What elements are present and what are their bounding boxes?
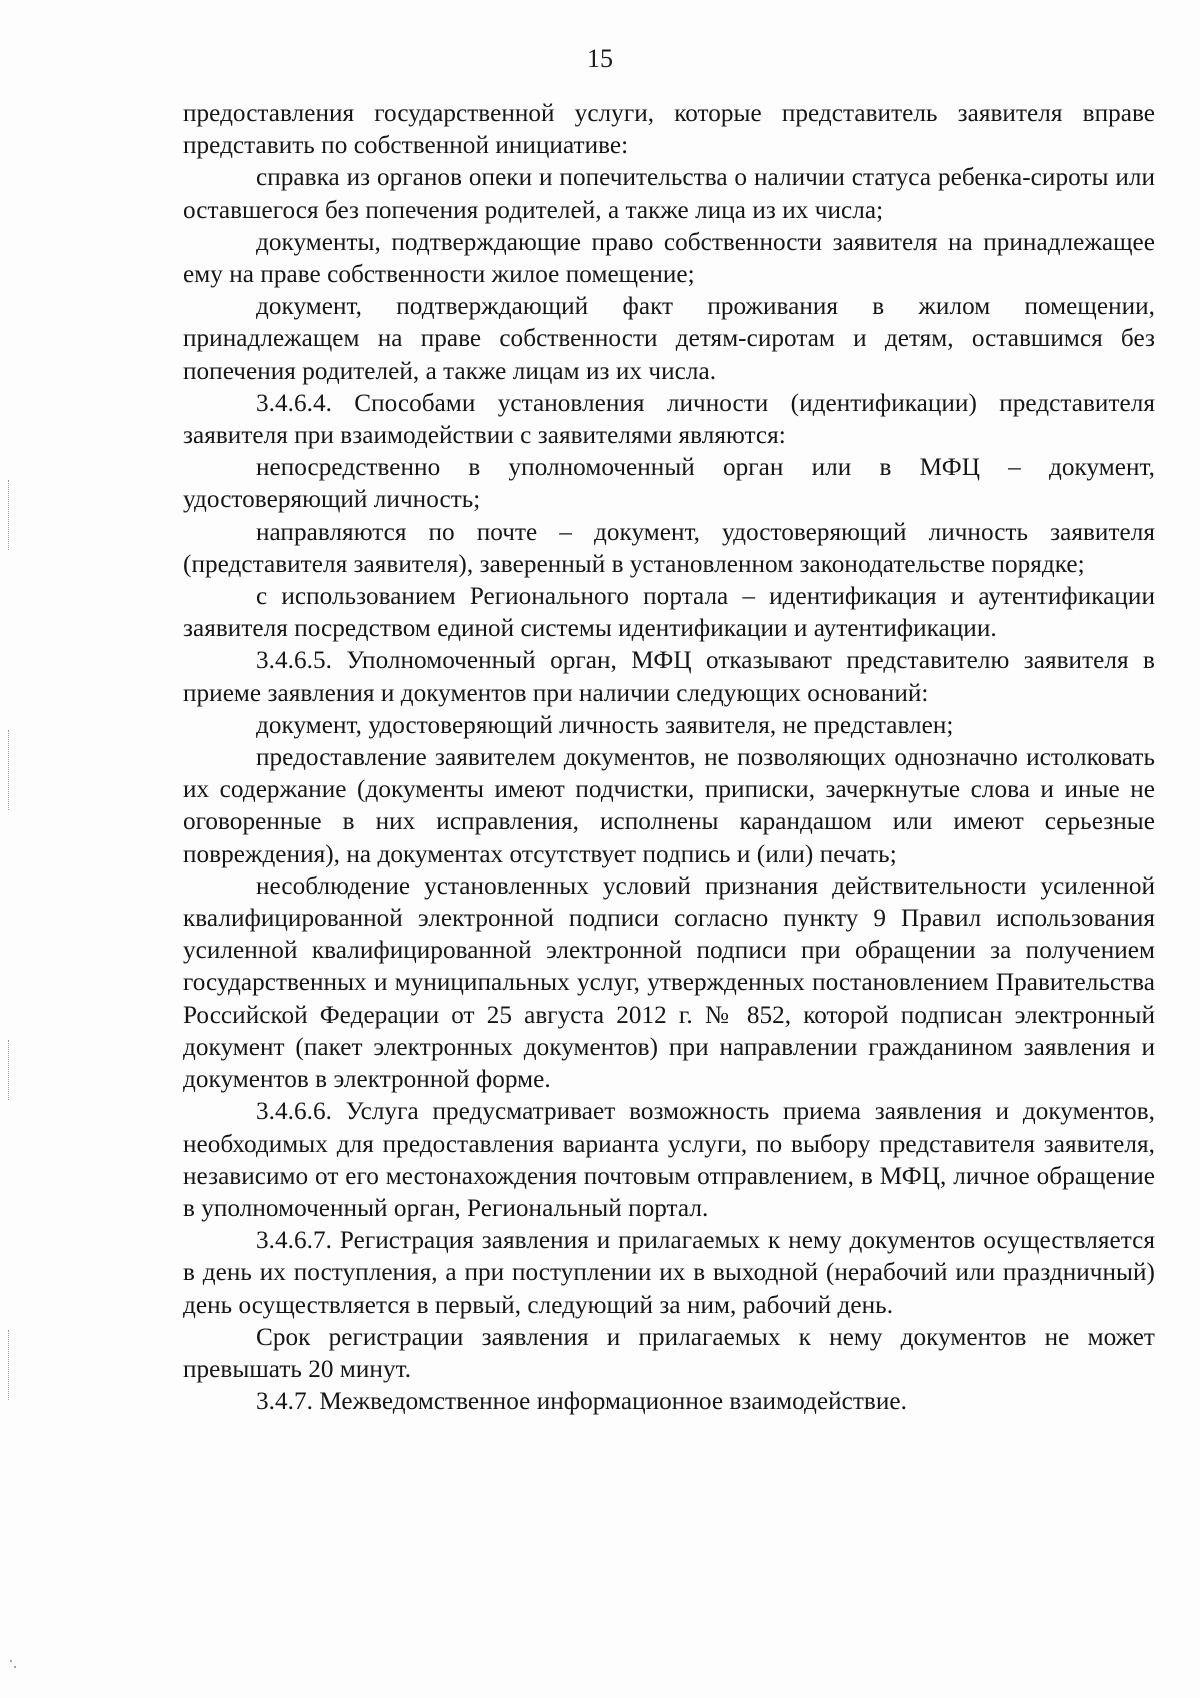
scan-mark xyxy=(8,1040,12,1100)
paragraph: документы, подтверждающие право собственности заявителя на принадлежащее ему на праве собственности жилое помещение; xyxy=(183,228,1155,289)
scan-mark xyxy=(10,1660,12,1662)
paragraph: с использованием Регионального портала – идентификация и аутентификации заявителя посредством единой системы идентификации и аутентификации. xyxy=(183,583,1155,643)
page-number: 15 xyxy=(587,44,613,73)
paragraph: 3.4.7. Межведомственное информационное взаимодействие. xyxy=(256,1388,907,1416)
paragraph: предоставления государственной услуги, которые представитель заявителя вправе представить по собственной инициативе: xyxy=(183,100,1155,160)
paragraph: 3.4.6.5. Уполномоченный орган, МФЦ отказывают представителю заявителя в приеме заявления и документов при наличии следующих оснований: xyxy=(183,647,1155,707)
paragraph: предоставление заявителем документов, не позволяющих однозначно истолковать их содержание (документы имеют подчистки, приписки, зачеркнутые слова и иные не оговоренные в них исправления, исполнены карандашом или имеют серьезные повреждения), на документах отсутствует подпись и (или) печать; xyxy=(183,744,1155,868)
scan-mark xyxy=(8,730,12,810)
scan-mark xyxy=(8,1330,12,1400)
paragraph: Срок регистрации заявления и прилагаемых к нему документов не может превышать 20 минут. xyxy=(183,1323,1155,1383)
scan-mark xyxy=(14,1666,16,1668)
paragraph: 3.4.6.7. Регистрация заявления и прилагаемых к нему документов осуществляется в день их поступления, а при поступлении их в выходной (нерабочий или праздничный) день осуществляется в первый, следующий за ним, рабочий день. xyxy=(183,1227,1155,1319)
paragraph: документ, удостоверяющий личность заявителя, не представлен; xyxy=(256,711,954,739)
paragraph: справка из органов опеки и попечительства о наличии статуса ребенка-сироты или оставшегося без попечения родителей, а также лица из их числа; xyxy=(183,164,1155,224)
paragraph: 3.4.6.6. Услуга предусматривает возможность приема заявления и документов, необходимых для предоставления варианта услуги, по выбору представителя заявителя, независимо от его местонахождения почтовым отправлением, в МФЦ, личное обращение в уполномоченный орган, Региональный портал. xyxy=(183,1098,1155,1222)
paragraph: направляются по почте – документ, удостоверяющий личность заявителя (представителя заявителя), заверенный в установленном законодательстве порядке; xyxy=(183,518,1155,578)
paragraph: 3.4.6.4. Способами установления личности (идентификации) представителя заявителя при взаимодействии с заявителями являются: xyxy=(183,389,1155,450)
paragraph: документ, подтверждающий факт проживания в жилом помещении, принадлежащем на праве собственности детям-сиротам и детям, оставшимся без попечения родителей, а также лицам из их числа. xyxy=(183,293,1155,385)
document-body xyxy=(183,98,1155,1418)
paragraph: непосредственно в уполномоченный орган или в МФЦ – документ, удостоверяющий личность; xyxy=(183,454,1155,514)
paragraph: несоблюдение установленных условий признания действительности усиленной квалифицированной электронной подписи согласно пункту 9 Правил использования усиленной квалифицированной электронной подписи при обращении за получением государственных и муниципальных услуг, утвержденных постановлением Правительства Российской Федерации от 25 августа 2012 г. № 852, которой подписан электронный документ (пакет электронных документов) при направлении гражданином заявления и документов в электронной форме. xyxy=(183,872,1155,1094)
scan-mark xyxy=(8,480,12,550)
